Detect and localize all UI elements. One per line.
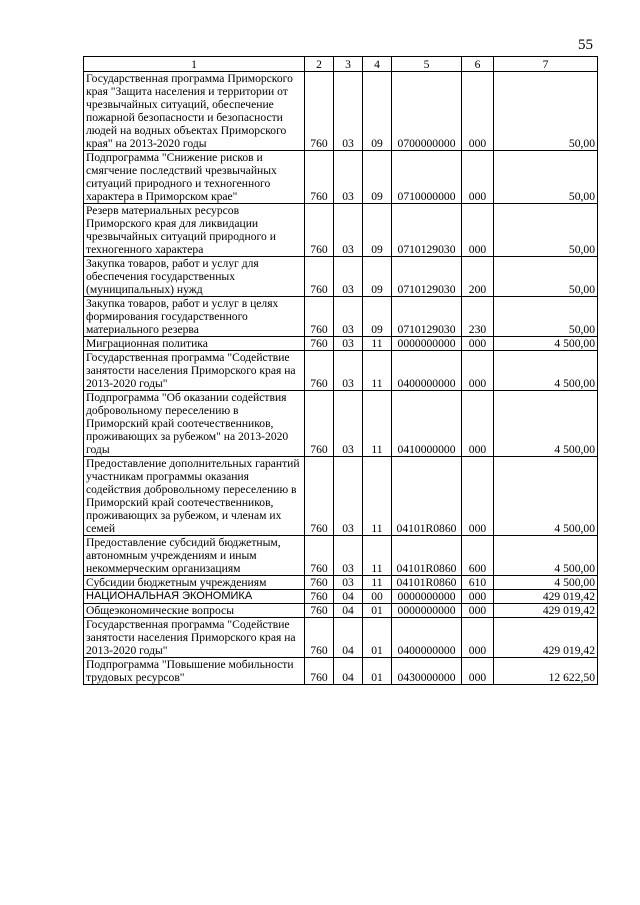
header-col-5: 5 [392, 57, 462, 72]
cell-col-2: 760 [305, 204, 334, 257]
cell-col-3: 03 [334, 72, 363, 151]
cell-col-6: 000 [462, 457, 494, 536]
header-col-3: 3 [334, 57, 363, 72]
cell-col-5: 0000000000 [392, 590, 462, 604]
cell-col-7: 50,00 [494, 257, 598, 297]
cell-col-7: 50,00 [494, 151, 598, 204]
table-row [84, 351, 598, 391]
cell-col-5: 0410000000 [392, 391, 462, 457]
table-row [84, 257, 598, 297]
cell-col-7: 50,00 [494, 72, 598, 151]
cell-col-2: 760 [305, 590, 334, 604]
cell-col-5: 04101R0860 [392, 457, 462, 536]
cell-col-5: 0710129030 [392, 297, 462, 337]
cell-col-7: 429 019,42 [494, 604, 598, 618]
cell-col-5: 0710129030 [392, 257, 462, 297]
table-row [84, 618, 598, 658]
table-row [84, 576, 598, 590]
cell-col-2: 760 [305, 297, 334, 337]
cell-col-5: 04101R0860 [392, 536, 462, 576]
cell-col-5: 0000000000 [392, 337, 462, 351]
cell-col-4: 01 [363, 618, 392, 658]
cell-col-3: 03 [334, 337, 363, 351]
table-row [84, 297, 598, 337]
cell-col-6: 000 [462, 391, 494, 457]
header-row [84, 57, 598, 72]
table-row [84, 72, 598, 151]
cell-col-5: 0000000000 [392, 604, 462, 618]
cell-name: Подпрограмма "Об оказании содействия добровольному переселению в Приморский край соотечественников, проживающих за рубежом" на 2013-2020 годы [84, 391, 305, 457]
cell-col-7: 12 622,50 [494, 658, 598, 685]
cell-col-4: 09 [363, 204, 392, 257]
cell-col-5: 0400000000 [392, 618, 462, 658]
cell-name: Резерв материальных ресурсов Приморского края для ликвидации чрезвычайных ситуаций природного и техногенного характера [84, 204, 305, 257]
cell-col-5: 0710000000 [392, 151, 462, 204]
cell-name: Подпрограмма "Снижение рисков и смягчение последствий чрезвычайных ситуаций природного и техногенного характера в Приморском крае" [84, 151, 305, 204]
cell-col-7: 4 500,00 [494, 457, 598, 536]
cell-col-4: 01 [363, 604, 392, 618]
cell-col-2: 760 [305, 658, 334, 685]
cell-col-4: 11 [363, 391, 392, 457]
cell-col-6: 000 [462, 151, 494, 204]
cell-col-2: 760 [305, 457, 334, 536]
table-row [84, 590, 598, 604]
cell-col-2: 760 [305, 257, 334, 297]
cell-name: Закупка товаров, работ и услуг для обеспечения государственных (муниципальных) нужд [84, 257, 305, 297]
cell-col-3: 04 [334, 590, 363, 604]
table-row [84, 457, 598, 536]
cell-col-5: 0710129030 [392, 204, 462, 257]
cell-col-3: 03 [334, 297, 363, 337]
cell-col-7: 50,00 [494, 297, 598, 337]
cell-col-3: 03 [334, 204, 363, 257]
cell-col-7: 4 500,00 [494, 536, 598, 576]
cell-col-6: 610 [462, 576, 494, 590]
cell-col-7: 429 019,42 [494, 590, 598, 604]
header-col-1: 1 [84, 57, 305, 72]
cell-col-3: 04 [334, 604, 363, 618]
cell-col-2: 760 [305, 576, 334, 590]
cell-col-6: 000 [462, 351, 494, 391]
cell-col-4: 09 [363, 72, 392, 151]
cell-col-3: 03 [334, 576, 363, 590]
cell-col-6: 230 [462, 297, 494, 337]
cell-name: Государственная программа "Содействие занятости населения Приморского края на 2013-2020 годы" [84, 351, 305, 391]
cell-col-2: 760 [305, 72, 334, 151]
page-number: 55 [578, 37, 593, 53]
cell-col-3: 03 [334, 257, 363, 297]
cell-col-6: 600 [462, 536, 494, 576]
cell-col-4: 09 [363, 151, 392, 204]
cell-col-4: 09 [363, 297, 392, 337]
cell-col-6: 000 [462, 72, 494, 151]
cell-col-4: 11 [363, 457, 392, 536]
cell-col-3: 04 [334, 618, 363, 658]
cell-name: Государственная программа Приморского края "Защита населения и территории от чрезвычайных ситуаций, обеспечение пожарной безопасности и безопасности людей на водных объектах Приморского края" на 2013-2020 годы [84, 72, 305, 151]
cell-name: Общеэкономические вопросы [84, 604, 305, 618]
cell-col-6: 000 [462, 590, 494, 604]
cell-col-3: 04 [334, 658, 363, 685]
cell-col-4: 11 [363, 576, 392, 590]
cell-col-3: 03 [334, 536, 363, 576]
header-col-2: 2 [305, 57, 334, 72]
table-row [84, 391, 598, 457]
cell-col-2: 760 [305, 351, 334, 391]
header-col-7: 7 [494, 57, 598, 72]
cell-col-6: 000 [462, 337, 494, 351]
cell-name: Предоставление дополнительных гарантий участникам программы оказания содействия добровольному переселению в Приморский край соотечественников, проживающих за рубежом, и членам их семей [84, 457, 305, 536]
cell-col-6: 000 [462, 604, 494, 618]
cell-col-6: 000 [462, 658, 494, 685]
cell-col-6: 200 [462, 257, 494, 297]
cell-col-3: 03 [334, 391, 363, 457]
cell-col-5: 0430000000 [392, 658, 462, 685]
cell-col-6: 000 [462, 204, 494, 257]
table-row [84, 204, 598, 257]
cell-col-4: 01 [363, 658, 392, 685]
cell-col-3: 03 [334, 457, 363, 536]
cell-col-7: 4 500,00 [494, 391, 598, 457]
cell-col-7: 4 500,00 [494, 337, 598, 351]
cell-col-7: 4 500,00 [494, 576, 598, 590]
cell-col-7: 429 019,42 [494, 618, 598, 658]
table-row [84, 536, 598, 576]
cell-col-2: 760 [305, 536, 334, 576]
cell-col-5: 04101R0860 [392, 576, 462, 590]
cell-col-5: 0700000000 [392, 72, 462, 151]
table-row [84, 151, 598, 204]
cell-col-7: 4 500,00 [494, 351, 598, 391]
cell-col-3: 03 [334, 151, 363, 204]
cell-name: Предоставление субсидий бюджетным, автономным учреждениям и иным некоммерческим организациям [84, 536, 305, 576]
table-row [84, 658, 598, 685]
cell-name: Субсидии бюджетным учреждениям [84, 576, 305, 590]
cell-name: НАЦИОНАЛЬНАЯ ЭКОНОМИКА [84, 590, 305, 604]
header-col-4: 4 [363, 57, 392, 72]
table-body [84, 72, 598, 685]
cell-col-2: 760 [305, 604, 334, 618]
cell-col-3: 03 [334, 351, 363, 391]
cell-col-2: 760 [305, 391, 334, 457]
cell-col-4: 11 [363, 337, 392, 351]
cell-col-6: 000 [462, 618, 494, 658]
header-col-6: 6 [462, 57, 494, 72]
budget-table [83, 56, 598, 685]
cell-col-5: 0400000000 [392, 351, 462, 391]
cell-col-2: 760 [305, 337, 334, 351]
cell-name: Подпрограмма "Повышение мобильности трудовых ресурсов" [84, 658, 305, 685]
cell-col-7: 50,00 [494, 204, 598, 257]
cell-col-2: 760 [305, 618, 334, 658]
cell-col-4: 09 [363, 257, 392, 297]
cell-name: Миграционная политика [84, 337, 305, 351]
cell-name: Государственная программа "Содействие занятости населения Приморского края на 2013-2020 годы" [84, 618, 305, 658]
cell-col-4: 11 [363, 351, 392, 391]
table-row [84, 337, 598, 351]
cell-col-4: 11 [363, 536, 392, 576]
cell-col-2: 760 [305, 151, 334, 204]
table-row [84, 604, 598, 618]
cell-col-4: 00 [363, 590, 392, 604]
cell-name: Закупка товаров, работ и услуг в целях формирования государственного материального резерва [84, 297, 305, 337]
